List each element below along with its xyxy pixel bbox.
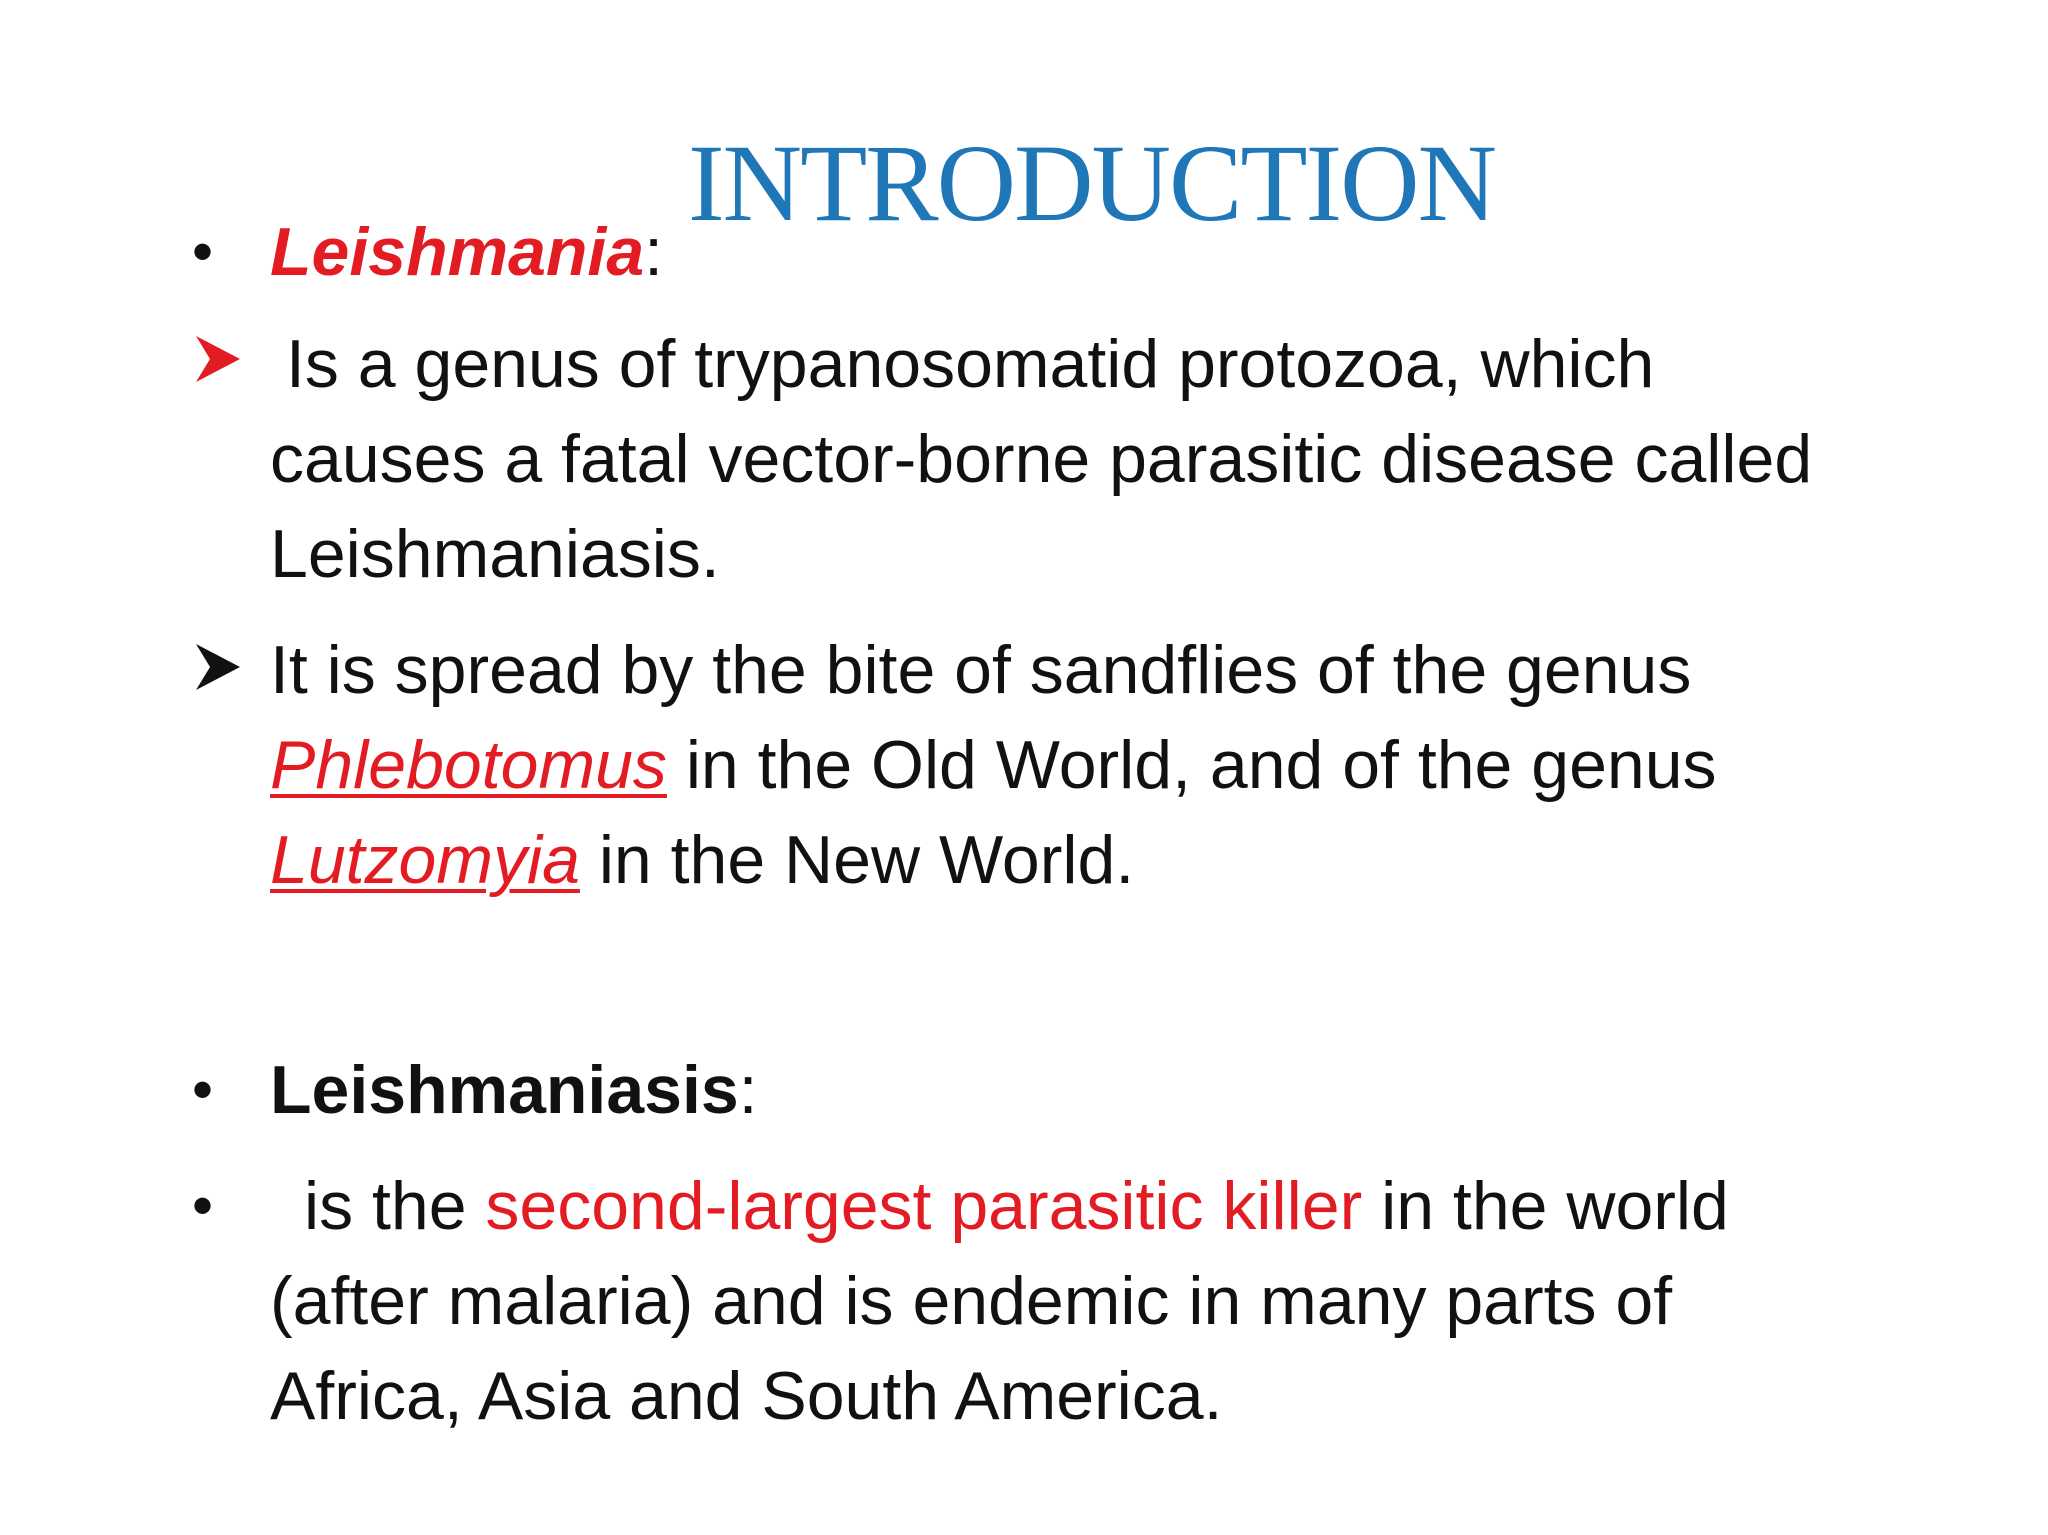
point3-line2: (after malaria) and is endemic in many parts of <box>270 1263 1673 1339</box>
point1-line3: Leishmaniasis. <box>270 516 720 592</box>
genus-phlebotomus: Phlebotomus <box>270 727 667 803</box>
section-heading-leishmaniasis <box>270 1052 758 1128</box>
bullet-dot: • <box>192 1172 214 1239</box>
section-heading-leishmania <box>270 214 664 290</box>
highlight-second-largest-killer: second-largest parasitic killer <box>485 1168 1363 1244</box>
arrow-right-icon <box>192 640 252 700</box>
point3-line1 <box>304 1168 1729 1244</box>
colon: : <box>644 214 664 290</box>
slide-title: INTRODUCTION <box>688 122 1496 244</box>
colon: : <box>738 1052 758 1128</box>
term-leishmaniasis: Leishmaniasis <box>270 1052 739 1128</box>
point3-line1-pre: is the <box>304 1168 486 1244</box>
point2-line1: It is spread by the bite of sandflies of the genus <box>270 632 1692 708</box>
point2-line3 <box>270 822 1135 898</box>
point1-line2: causes a fatal vector-borne parasitic disease called <box>270 421 1813 497</box>
bullet-dot: • <box>192 218 214 285</box>
point2-line2-rest: in the Old World, and of the genus <box>666 727 1717 803</box>
point2-line2 <box>270 727 1717 803</box>
point3-line3: Africa, Asia and South America. <box>270 1358 1223 1434</box>
point3-line1-post: in the world <box>1362 1168 1729 1244</box>
term-leishmania: Leishmania <box>270 214 645 290</box>
genus-lutzomyia: Lutzomyia <box>270 822 580 898</box>
arrow-right-icon <box>192 332 252 392</box>
bullet-dot: • <box>192 1056 214 1123</box>
point1-line1: Is a genus of trypanosomatid protozoa, which <box>286 326 1655 402</box>
point2-line3-rest: in the New World. <box>579 822 1135 898</box>
